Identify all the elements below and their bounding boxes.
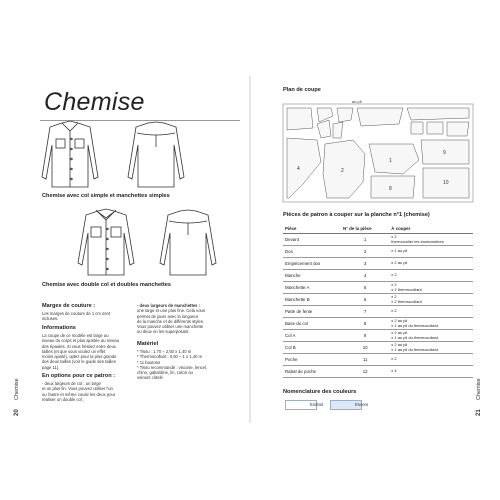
informations-text [42, 333, 138, 370]
piece-cell: Patte de fente [283, 306, 341, 318]
couper-cell [389, 354, 473, 366]
table-row [283, 366, 473, 378]
piece-cell: Manche [283, 270, 341, 282]
couper-cell [389, 318, 473, 330]
materiel-line: * Thermocollant : 0,50 – 1 x 1,40 m [137, 354, 203, 360]
couper-line: x 2 au pli [391, 329, 408, 335]
num-cell: 3 [341, 258, 389, 270]
envers-label: Envers [355, 402, 369, 407]
info-line: des deux tailles (voir le guide des tailles [42, 359, 116, 365]
info-line: La coupe de ce modèle est large au [42, 333, 109, 338]
shirt-front-simple-illustration [38, 117, 102, 191]
num-cell: 7 [341, 306, 389, 318]
page-number-left: 20 [14, 409, 20, 416]
marges-line: Les marges de couture de 1 cm sont [42, 311, 110, 316]
couper-line: x 2 [391, 356, 397, 362]
shirt-back-double-illustration [156, 205, 220, 279]
materiel-line: velours côtelé [137, 375, 163, 381]
couper-line: x 2 thermocollant [391, 286, 422, 292]
materiel-line: * Tissu : 1,70 – 2,50 x 1,40 m [137, 349, 192, 354]
couper-cell [389, 246, 473, 258]
materiel-text [137, 349, 237, 381]
table-row [283, 354, 473, 366]
materiel-heading: Matériel [137, 341, 159, 347]
couper-cell [389, 258, 473, 270]
couper-line: x 1 au pli du thermocollant [391, 346, 438, 352]
manchettes-line: une large et une plus fine. Cela vous [137, 308, 205, 314]
num-cell: 4 [341, 270, 389, 282]
caption-double: Chemise avec double col et doubles manchettes [42, 282, 172, 288]
couper-line: x 1 au pli du thermocollant [391, 334, 438, 340]
endroit-label: Endroit [310, 402, 324, 407]
piece-cell: Col B [283, 342, 341, 354]
num-cell: 9 [341, 330, 389, 342]
couper-line: x 1 au pli [391, 248, 408, 254]
svg-text:8: 8 [389, 186, 392, 192]
couper-cell [389, 270, 473, 282]
couper-line: x 4 [391, 368, 397, 374]
colors-title: Nomenclature des couleurs [283, 389, 357, 395]
manchettes-text [137, 303, 237, 335]
couper-line: x 2 [391, 308, 397, 314]
couper-cell [389, 366, 473, 378]
header-couper: À couper [389, 224, 473, 234]
piece-cell: Empiècement dos [283, 258, 341, 270]
info-line: niveau du corps et plus ajustée au niveau [42, 338, 120, 344]
header-piece: Pièce [283, 224, 341, 234]
table-row [283, 282, 473, 294]
marges-line: incluses. [42, 316, 59, 322]
couper-cell [389, 234, 473, 246]
couper-line: thermocoller les boutonnières [391, 238, 444, 244]
num-cell: 5 [341, 282, 389, 294]
info-line: des épaules. Si vous hésitez entre deux [42, 343, 117, 349]
piece-cell: Rabat de poche [283, 366, 341, 378]
num-cell: 1 [341, 234, 389, 246]
num-cell: 11 [341, 354, 389, 366]
pieces-table [283, 224, 473, 378]
num-cell: 8 [341, 318, 389, 330]
options-heading: En options pour ce patron : [42, 373, 116, 379]
couper-line: x 2 [391, 293, 397, 299]
couper-cell [389, 282, 473, 294]
table-row [283, 318, 473, 330]
svg-text:1: 1 [389, 158, 392, 164]
manchettes-line: ou deux en les superposant. [137, 329, 190, 335]
piece-cell: Devant [283, 234, 341, 246]
piece-cell: Poche [283, 354, 341, 366]
couper-cell [389, 306, 473, 318]
shirt-back-simple-illustration [124, 117, 188, 191]
shirt-front-double-illustration [74, 205, 138, 279]
num-cell: 10 [341, 342, 389, 354]
num-cell: 12 [341, 366, 389, 378]
couper-cell [389, 294, 473, 306]
manchettes-line: Vous pouvez utiliser une manchette [137, 324, 204, 330]
header-num: N° de la pièce [341, 224, 389, 234]
materiel-line: * 11 boutons [137, 359, 161, 365]
couper-line: x 2 [391, 272, 397, 278]
table-row [283, 246, 473, 258]
cutting-plan-diagram [283, 104, 473, 202]
table-row [283, 306, 473, 318]
svg-text:9: 9 [443, 150, 446, 156]
running-head-left: Chemise [14, 378, 20, 400]
couper-line: x 2 [391, 281, 397, 287]
materiel-line: chino, gabardine, lin, coton ou [137, 370, 193, 376]
table-row [283, 258, 473, 270]
manchettes-line: permet de jouer avec la longueur [137, 313, 199, 319]
couper-line: x 2 au pli [391, 260, 408, 266]
running-head-right: Chemise [476, 378, 482, 400]
table-row [283, 270, 473, 282]
num-cell: 2 [341, 246, 389, 258]
couper-line: x 2 au pli [391, 317, 408, 323]
info-line: moins ajusté), optez pour la plus grande [42, 354, 117, 360]
options-line: ou l'autre et même cousir les deux pour [42, 391, 116, 397]
marges-text [42, 311, 136, 322]
options-line: - deux largeurs de col : un large [42, 381, 101, 386]
au-pli-label: au pli [352, 99, 362, 104]
table-header-row [283, 224, 473, 234]
options-line: réaliser un double col ; [42, 396, 85, 402]
svg-text:10: 10 [443, 180, 449, 186]
info-line: page 11). [42, 364, 60, 370]
caption-simple: Chemise avec col simple et manchettes simples [42, 193, 170, 199]
couper-cell [389, 342, 473, 354]
page-title: Chemise [44, 88, 145, 116]
piece-cell: Dos [283, 246, 341, 258]
piece-cell: Col A [283, 330, 341, 342]
options-line: et un plus fin. Vous pouvez utiliser l'un [42, 386, 113, 392]
svg-text:4: 4 [297, 166, 300, 172]
table-row [283, 294, 473, 306]
couper-line: x 2 thermocollant [391, 298, 422, 304]
table-row [283, 342, 473, 354]
svg-text:2: 2 [341, 168, 344, 174]
pieces-title: Pièces de patron à couper sur la planche n°1 (chemise) [283, 212, 430, 218]
informations-heading: Informations [42, 325, 76, 331]
couper-line: x 2 [391, 233, 397, 239]
plan-de-coupe-title: Plan de coupe [283, 87, 321, 93]
piece-cell: Manchette A [283, 282, 341, 294]
couper-line: x 1 au pli du thermocollant [391, 322, 438, 328]
manchettes-line: de la manche et de différents styles. [137, 318, 204, 324]
num-cell: 6 [341, 294, 389, 306]
materiel-line: * Tissu recommandé : viscose, lencel, [137, 364, 208, 370]
info-line: tailles (et que vous voulez un effet [42, 348, 106, 354]
table-row [283, 330, 473, 342]
manchettes-line: - deux largeurs de manchettes : [137, 303, 201, 308]
page-number-right: 21 [476, 409, 482, 416]
marges-heading: Marges de couture : [42, 303, 96, 309]
table-row [283, 234, 473, 246]
couper-line: x 2 au pli [391, 341, 408, 347]
piece-cell: Manchette B [283, 294, 341, 306]
options-text [42, 381, 138, 402]
piece-cell: Base du col [283, 318, 341, 330]
couper-cell [389, 330, 473, 342]
